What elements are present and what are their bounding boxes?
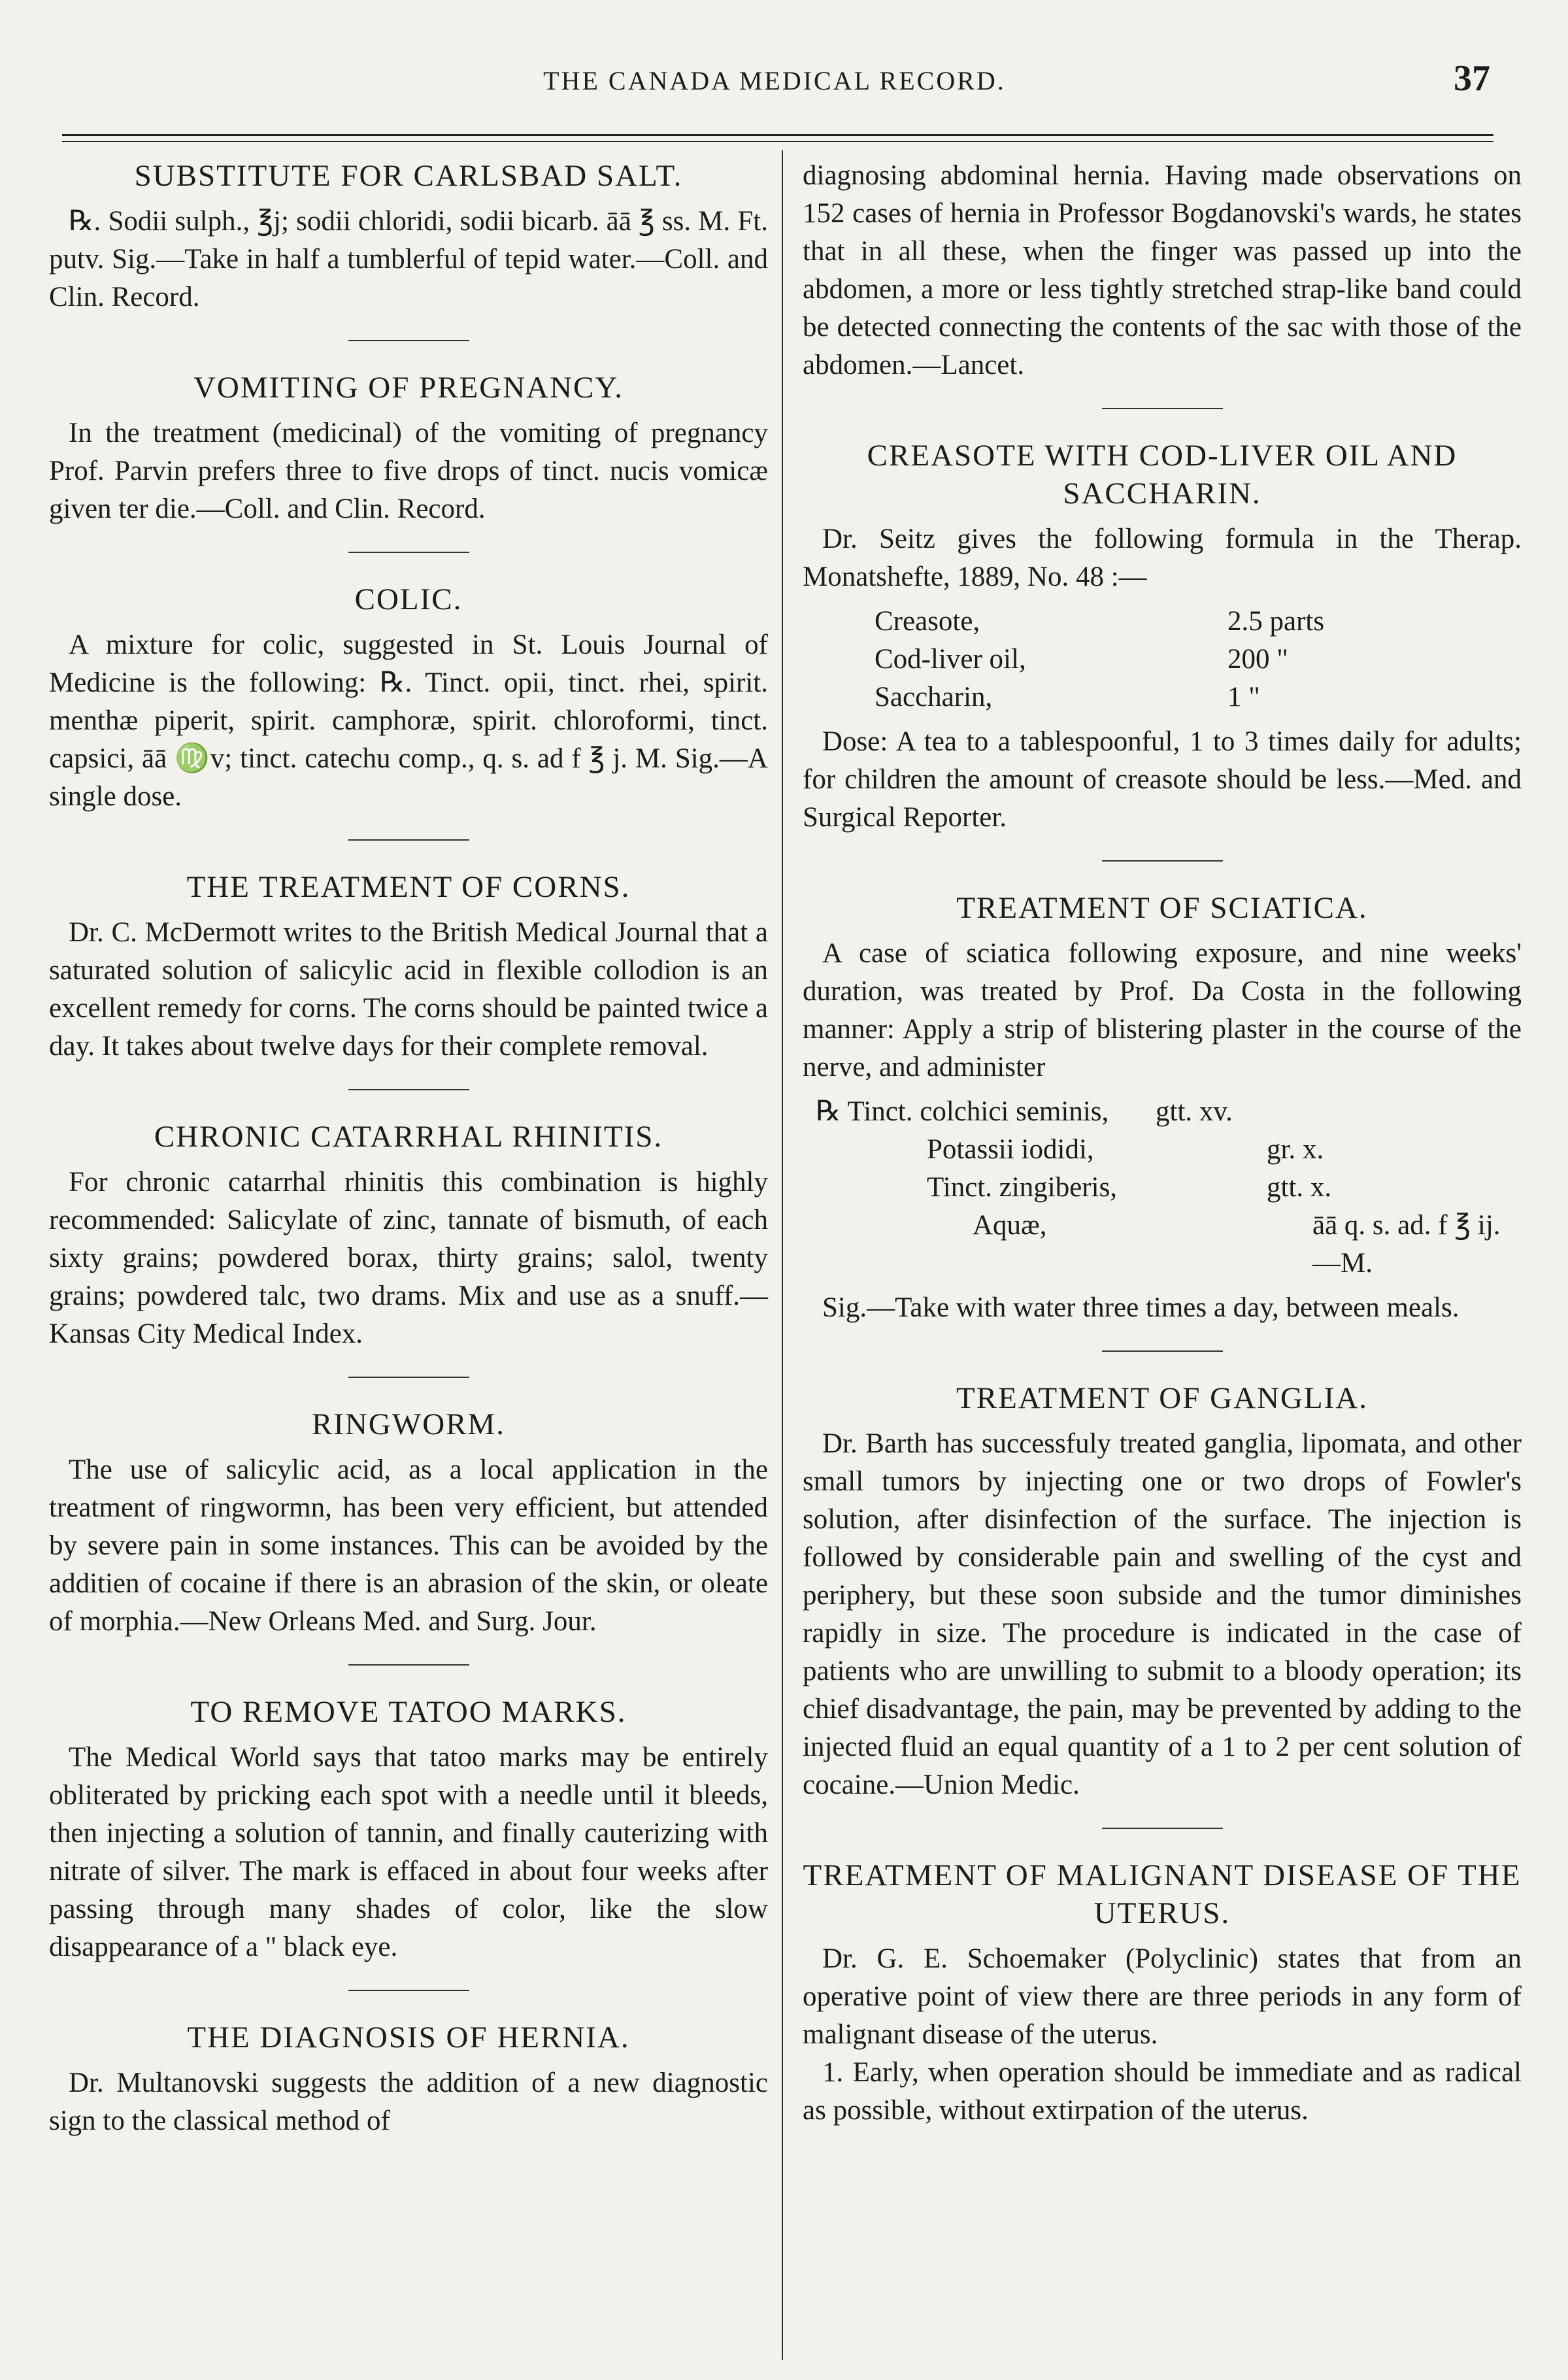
- article-tatoo-marks: [49, 1693, 768, 1966]
- left-column: [49, 157, 768, 2360]
- article-separator: [348, 1089, 469, 1090]
- formula-table: [803, 603, 1522, 716]
- prescription-row: [803, 1131, 1522, 1169]
- prescription-table: [803, 1093, 1522, 1282]
- article-separator: [348, 340, 469, 341]
- article-body: For chronic catarrhal rhinitis this combination is highly recommended: Salicylate of zinc, tannate of bismuth, of each sixty grains; powdered borax, thirty grains; salol, twenty grains; powdered talc, two drams. Mix and use as a snuff.—Kansas City Medical Index.: [49, 1167, 768, 1349]
- formula-ingredient: Cod-liver oil,: [875, 644, 1026, 675]
- column-divider: [782, 150, 783, 2360]
- prescription-quantity: gtt. x.: [1267, 1172, 1332, 1203]
- article-body: Dr. Multanovski suggests the addition of a new diagnostic sign to the classical method of: [49, 2068, 768, 2136]
- hernia-continuation: diagnosing abdominal hernia. Having made observations on 152 cases of hernia in Professor Bogdanovski's wards, he states that in all these, when the finger was passed up into the abdomen, a more or less tightly stretched strap-like band could be detected connecting the contents of the sac with those of the abdomen.—Lancet.: [803, 160, 1522, 380]
- article-body: A mixture for colic, suggested in St. Louis Journal of Medicine is the following: ℞. Tinct. opii, tinct. rhei, spirit. menthæ piperit, spirit. camphoræ, spirit. chloroformi, tinct. capsici, āā ♍v; tinct. catechu comp., q. s. ad f ℥ j. M. Sig.—A single dose.: [49, 629, 768, 812]
- article-body: The Medical World says that tatoo marks may be entirely obliterated by pricking each spot with a needle until it bleeds, then injecting a solution of tannin, and finally cauterizing with nitrate of silver. The mark is effaced in about four weeks after passing through many shades of color, like the slow disappearance of a " black eye.: [49, 1742, 768, 1962]
- sig-text: Sig.—Take with water three times a day, between meals.: [822, 1292, 1460, 1323]
- prescription-ingredient: Potassii iodidi,: [927, 1134, 1094, 1165]
- article-separator: [348, 552, 469, 553]
- article-body: Dr. Barth has successfuly treated ganglia, lipomata, and other small tumors by injecting one or two drops of Fowler's solution, after disinfection of the surface. The injection is followed by considerable pain and swelling of the cyst and periphery, but these soon subside and the tumor diminishes rapidly in size. The procedure is indicated in the case of patients who are unwilling to submit to a bloody operation; its chief disadvantage, the pain, may be prevented by adding to the injected fluid an equal quantity of a 1 to 2 per cent solution of cocaine.—Union Medic.: [803, 1428, 1522, 1800]
- formula-row: [803, 641, 1522, 679]
- header-rule: [62, 134, 1493, 136]
- article-separator: [1102, 408, 1223, 409]
- article-intro: Dr. Seitz gives the following formula in the Therap. Monatshefte, 1889, No. 48 :—: [803, 524, 1522, 592]
- article-title: CHRONIC CATARRHAL RHINITIS.: [154, 1120, 663, 1154]
- article-separator: [348, 1990, 469, 1991]
- article-body: Dr. C. McDermott writes to the British Medical Journal that a saturated solution of salicylic acid in flexible collodion is an excellent remedy for corns. The corns should be painted twice a day. It takes about twelve days for their complete removal.: [49, 917, 768, 1062]
- prescription-quantity: gr. x.: [1267, 1134, 1324, 1165]
- formula-quantity: 2.5 parts: [1227, 606, 1325, 637]
- article-title: VOMITING OF PREGNANCY.: [193, 371, 624, 405]
- running-head: THE CANADA MEDICAL RECORD.: [543, 66, 1006, 95]
- article-title: TREATMENT OF MALIGNANT DISEASE OF THE UTERUS.: [803, 1858, 1522, 1930]
- article-title: SUBSTITUTE FOR CARLSBAD SALT.: [134, 159, 683, 193]
- prescription-row: [803, 1093, 1522, 1131]
- article-corns: [49, 868, 768, 1065]
- article-colic: [49, 580, 768, 816]
- prescription-ingredient: ℞ Tinct. colchici seminis,: [816, 1096, 1109, 1127]
- article-title: CREASOTE WITH COD-LIVER OIL AND SACCHARIN.: [867, 439, 1458, 511]
- article-title: RINGWORM.: [311, 1407, 506, 1441]
- formula-row: [803, 679, 1522, 716]
- right-column: [803, 157, 1522, 2360]
- article-separator: [348, 1664, 469, 1666]
- article-rhinitis: [49, 1118, 768, 1353]
- formula-quantity: 1 ": [1227, 682, 1260, 712]
- dose-text: Dose: A tea to a tablespoonful, 1 to 3 times daily for adults; for children the amount of creasote should be less.—Med. and Surgical Reporter.: [803, 726, 1522, 833]
- article-malignant-disease: [803, 1856, 1522, 2130]
- article-title: COLIC.: [354, 582, 463, 616]
- numbered-point: 1. Early, when operation should be immediate and as radical as possible, without extirpation of the uterus.: [803, 2057, 1522, 2126]
- prescription-ingredient: Tinct. zingiberis,: [927, 1172, 1118, 1203]
- article-title: TREATMENT OF GANGLIA.: [956, 1381, 1368, 1415]
- prescription-quantity: āā q. s. ad. f ℥ ij.—M.: [1312, 1210, 1501, 1279]
- page-header: [59, 58, 1490, 110]
- article-creasote: [803, 437, 1522, 837]
- formula-quantity: 200 ": [1227, 644, 1288, 675]
- header-rule-thin: [62, 141, 1493, 142]
- article-separator: [348, 839, 469, 841]
- article-body: ℞. Sodii sulph., ℥j; sodii chloridi, sodii bicarb. āā ℥ ss. M. Ft. putv. Sig.—Take in half a tumblerful of tepid water.—Coll. and Clin. Record.: [49, 206, 768, 312]
- article-title: THE DIAGNOSIS OF HERNIA.: [187, 2020, 630, 2054]
- prescription-ingredient: Aquæ,: [973, 1210, 1047, 1241]
- article-separator: [1102, 1350, 1223, 1352]
- article-ringworm: [49, 1405, 768, 1641]
- formula-ingredient: Creasote,: [875, 606, 980, 637]
- article-carlsbad-salt: [49, 157, 768, 316]
- article-vomiting-pregnancy: [49, 369, 768, 528]
- article-sciatica: [803, 889, 1522, 1327]
- article-hernia: [49, 2019, 768, 2140]
- article-title: THE TREATMENT OF CORNS.: [186, 870, 631, 904]
- formula-ingredient: Saccharin,: [875, 682, 993, 712]
- article-separator: [1102, 860, 1223, 862]
- article-title: TREATMENT OF SCIATICA.: [956, 891, 1368, 925]
- article-ganglia: [803, 1379, 1522, 1804]
- prescription-row: [803, 1169, 1522, 1207]
- article-intro: A case of sciatica following exposure, and nine weeks' duration, was treated by Prof. Da Costa in the following manner: Apply a strip of blistering plaster in the course of the nerve, and administer: [803, 938, 1522, 1082]
- article-body: In the treatment (medicinal) of the vomiting of pregnancy Prof. Parvin prefers three to five drops of tinct. nucis vomicæ given ter die.—Coll. and Clin. Record.: [49, 418, 768, 524]
- page-number: 37: [1454, 58, 1490, 99]
- article-separator: [348, 1377, 469, 1378]
- article-intro: Dr. G. E. Schoemaker (Polyclinic) states that from an operative point of view there are three periods in any form of malignant disease of the uterus.: [803, 1943, 1522, 2050]
- formula-row: [803, 603, 1522, 641]
- prescription-row: [803, 1207, 1522, 1282]
- article-body: The use of salicylic acid, as a local application in the treatment of ringwormn, has been very efficient, but attended by severe pain in some instances. This can be avoided by the additien of cocaine if there is an abrasion of the skin, or oleate of morphia.—New Orleans Med. and Surg. Jour.: [49, 1454, 768, 1637]
- prescription-quantity: gtt. xv.: [1156, 1096, 1233, 1127]
- article-separator: [1102, 1828, 1223, 1829]
- article-title: TO REMOVE TATOO MARKS.: [190, 1695, 627, 1729]
